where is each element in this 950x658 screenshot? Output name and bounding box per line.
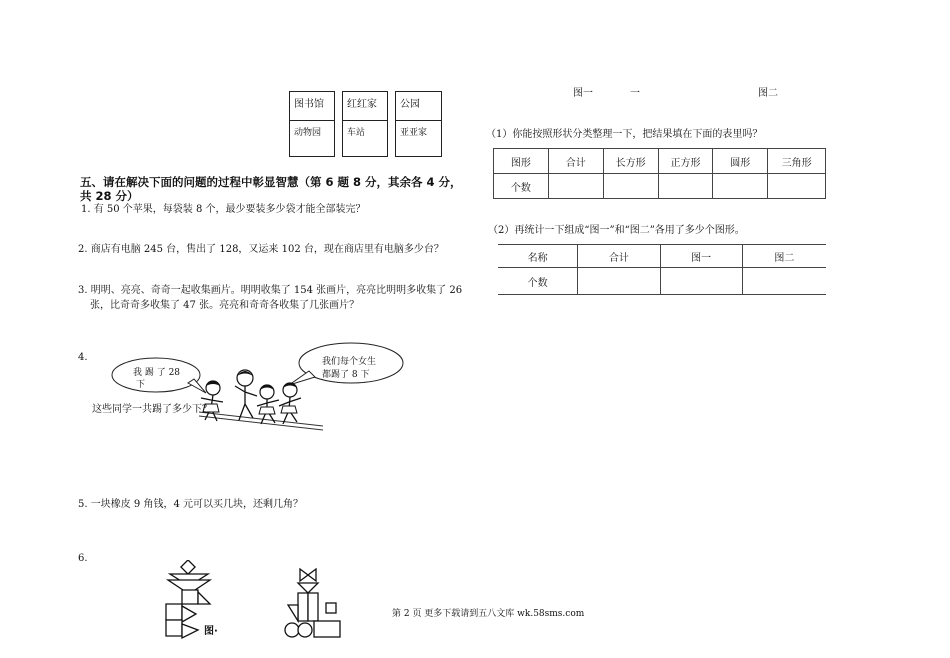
bubble-left-text: 我 踢 了 28: [133, 368, 181, 378]
table-cell: 个数: [498, 268, 578, 295]
question-5: 5. 一块橡皮 9 角钱，4 元可以买几块，还剩几角？: [78, 499, 303, 510]
map-box-3: [395, 91, 442, 157]
divider: [396, 120, 441, 121]
map-label: 亚亚家: [400, 128, 428, 138]
map-box-2: [342, 91, 388, 157]
question-6-number: 6.: [78, 553, 88, 564]
figure-label-mid: 一: [630, 88, 640, 99]
question-3-line1: 3. 明明、亮亮、奇奇一起收集画片。明明收集了 154 张画片，亮亮比明明多收集了 26: [78, 285, 463, 296]
question-3-line2: 张，比奇奇多收集了 47 张。亮亮和奇奇各收集了几张画片？: [90, 300, 360, 311]
divider: [343, 120, 387, 121]
answer-cell[interactable]: [742, 268, 826, 295]
answer-cell[interactable]: [603, 174, 658, 199]
table-cell: 个数: [494, 174, 549, 199]
table-header: 长方形: [603, 149, 658, 174]
map-label: 动物园: [294, 128, 322, 138]
table-header: 图二: [774, 252, 795, 264]
bubble-left-text: 下: [136, 380, 146, 390]
children-illustration: [195, 366, 325, 434]
table-header: 合计: [578, 245, 660, 268]
question-4-number: 4.: [78, 352, 88, 363]
table-row: [498, 245, 826, 268]
map-label: 车站: [347, 128, 366, 138]
map-label: 公园: [400, 99, 420, 110]
page-footer: 第 2 页 更多下载请到五八文库 wk.58sms.com: [392, 609, 585, 619]
table-header: 三角形: [768, 149, 826, 174]
map-label: 红红家: [347, 99, 377, 110]
right-question-1: （1）你能按照形状分类整理一下，把结果填在下面的表里吗？: [486, 129, 763, 140]
bubble-right-text: 我们每个女生: [322, 357, 377, 367]
section-heading: [80, 175, 485, 203]
answer-cell[interactable]: [768, 174, 826, 199]
table-header: 图形: [494, 149, 549, 174]
divider: [290, 120, 334, 121]
answer-cell[interactable]: [658, 174, 713, 199]
heading-line: 共 28 分）: [80, 189, 139, 203]
table-header: 正方形: [658, 149, 713, 174]
right-question-2: （2）再统计一下组成“图一”和“图二”各用了多少个图形。: [488, 225, 745, 236]
table-row: [494, 149, 826, 174]
table-header: 图一: [660, 245, 742, 268]
map-box-1: [289, 91, 335, 157]
answer-cell[interactable]: [660, 268, 742, 295]
heading-line: 五、请在解决下面的问题的过程中彰显智慧（第 6 题 8 分，其余各 4 分，: [80, 175, 462, 189]
table-row: [498, 268, 826, 295]
figure-label-2: 图二: [758, 88, 778, 99]
question-1: 1. 有 50 个苹果，每袋装 8 个，最少要装多少袋才能全部装完？: [81, 204, 366, 215]
figure-caption: 图·: [204, 626, 218, 637]
answer-cell[interactable]: [548, 174, 603, 199]
table-row: [494, 174, 826, 199]
figure-two-shapes: [280, 565, 346, 639]
question-2: 2. 商店有电脑 245 台，售出了 128，又运来 102 台，现在商店里有电脑多少台？: [78, 244, 444, 255]
bubble-right-text: 都踢了 8 下: [322, 370, 370, 380]
table-header: 合计: [548, 149, 603, 174]
figure-count-table: [498, 244, 826, 295]
answer-cell[interactable]: [713, 174, 768, 199]
answer-cell[interactable]: [578, 268, 660, 295]
table-header: 圆形: [713, 149, 768, 174]
map-label: 图书馆: [294, 99, 324, 110]
shape-count-table: [493, 148, 826, 199]
question-4-text: 这些同学一共踢了多少下？: [92, 404, 212, 415]
figure-label-1: 图一: [573, 88, 593, 99]
table-header: 名称: [498, 245, 578, 268]
